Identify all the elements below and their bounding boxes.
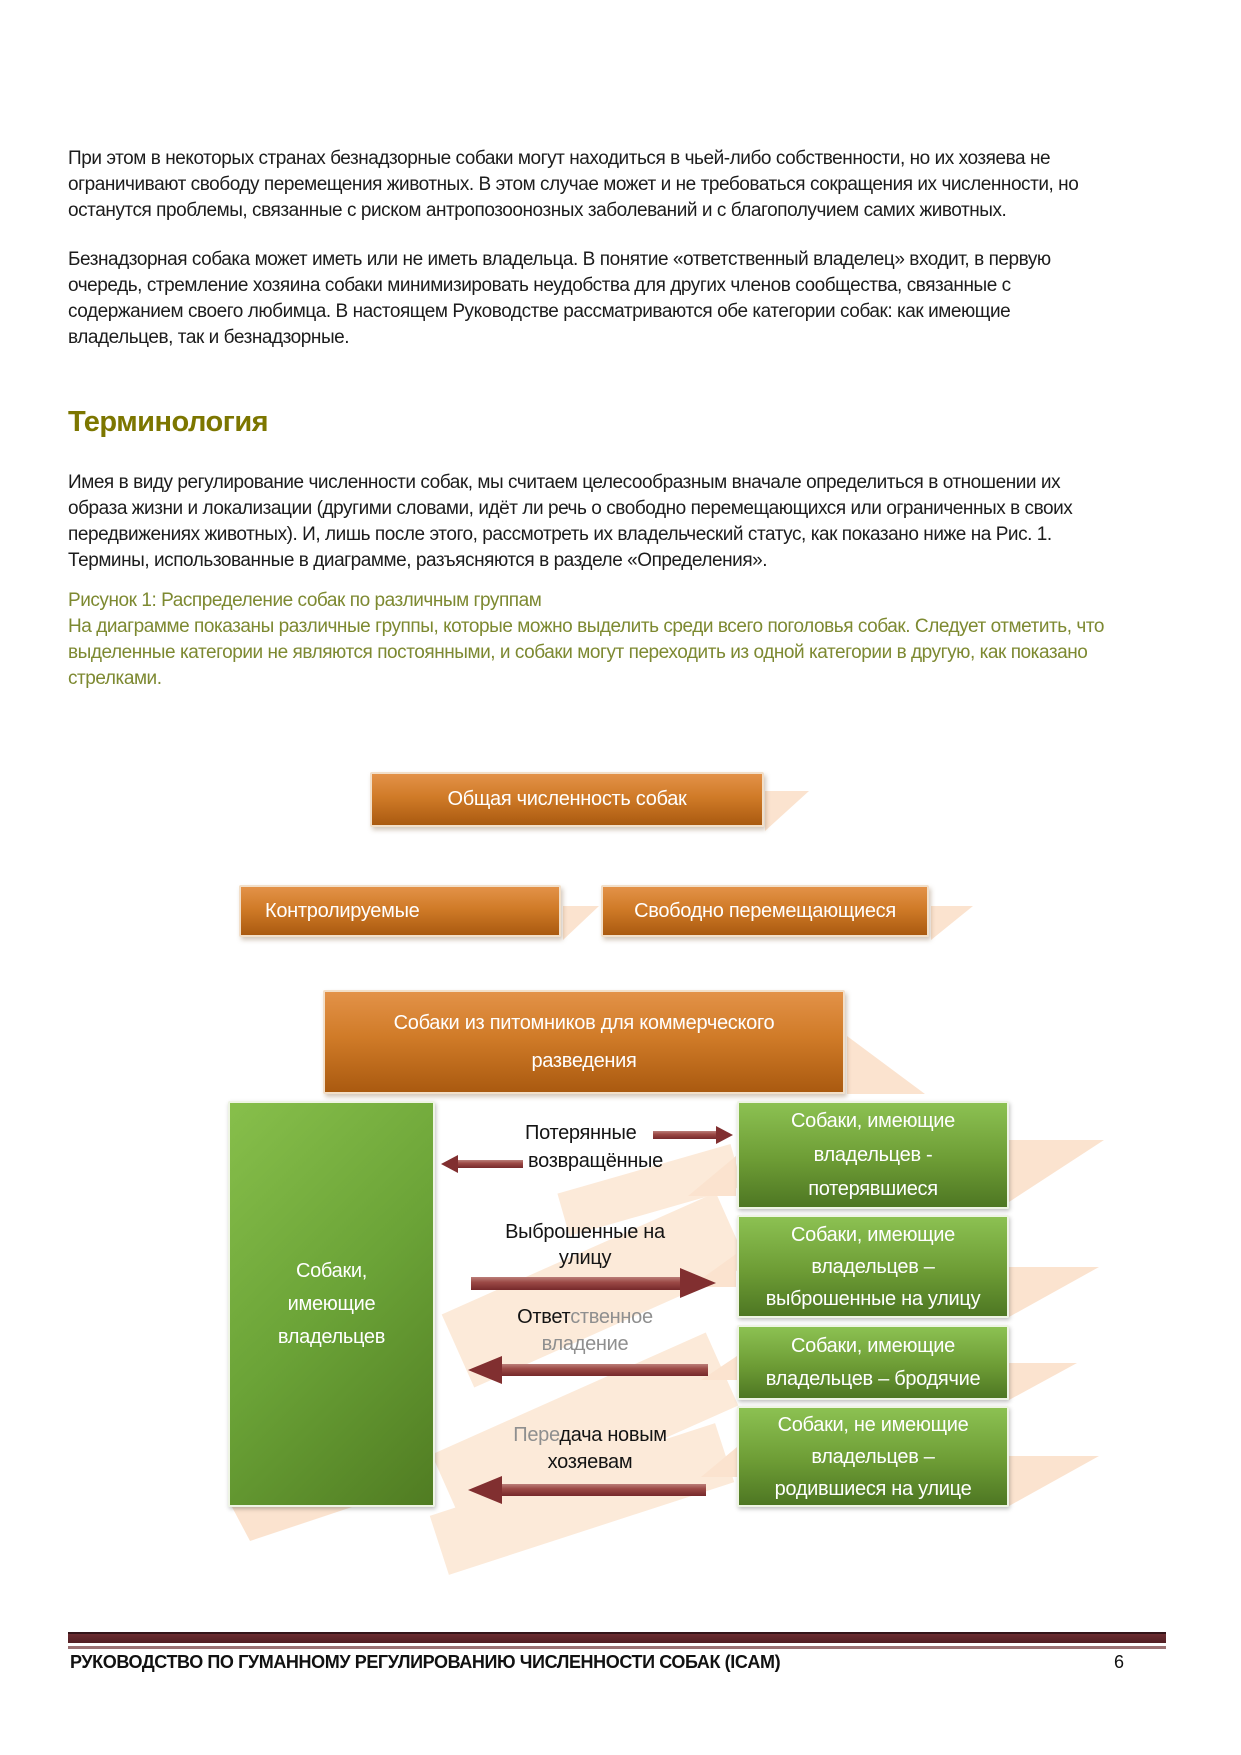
text-line: стрелками. <box>68 668 162 689</box>
flow-label-text: Ответ <box>517 1306 571 1328</box>
diagram-box-label: потерявшиеся <box>808 1178 938 1200</box>
diagram-box-commercial-breeders <box>323 990 845 1094</box>
flow-label-rehoming <box>475 1424 705 1474</box>
diagram-box-label: Собаки, не имеющие <box>777 1413 969 1436</box>
footer-rule-thin <box>68 1646 1166 1649</box>
arrow-head <box>468 1476 502 1504</box>
flow-arrow-right-icon <box>471 1268 716 1298</box>
diagram-box-owned-dogs <box>228 1101 435 1507</box>
diagram-box-label: владельцев - <box>813 1144 933 1166</box>
flow-label-text: владение <box>541 1333 629 1355</box>
flow-arrow-left-icon <box>441 1155 523 1173</box>
flow-label-text <box>475 1424 705 1447</box>
diagram-box-label: выброшенные на улицу <box>765 1287 981 1310</box>
background-arrow-shape <box>563 906 599 940</box>
arrow-head <box>468 1356 502 1384</box>
text-line: образа жизни и локализации (другими словами, идёт ли речь о свободно перемещающихся или ограниченных в своих <box>68 498 1073 519</box>
diagram-box-total-population <box>370 772 764 827</box>
footer-rule <box>68 1632 1166 1643</box>
flow-label-text: Пере <box>513 1424 560 1446</box>
background-arrow-shape <box>1009 1363 1077 1400</box>
diagram-box-owned-abandoned <box>737 1215 1009 1318</box>
arrow-bar <box>653 1131 716 1139</box>
diagram-box-free-roaming <box>601 885 929 937</box>
background-arrow-shape <box>847 1036 925 1094</box>
text-line: содержанием своего любимца. В настоящем Руководстве рассматриваются обе категории собак: как имеющие <box>68 301 1011 322</box>
background-arrow-shape <box>232 1507 352 1541</box>
text-line: выделенные категории не являются постоянными, и собаки могут переходить из одной категории в другую, как показано <box>68 642 1088 663</box>
diagram-box-label: Собаки, <box>295 1259 368 1282</box>
diagram-box-owned-roaming <box>737 1325 1009 1400</box>
flow-label-text: дача новым <box>559 1424 667 1446</box>
flow-label-text: Потерянные <box>525 1122 637 1144</box>
background-arrow-shape <box>931 906 973 940</box>
diagram-box-unowned-street-born <box>737 1406 1009 1507</box>
diagram-box-label: владельцев – бродячие <box>765 1367 981 1390</box>
flow-label-text: улицу <box>558 1247 612 1269</box>
diagram-box-label: Контролируемые <box>265 899 420 922</box>
flow-arrow-left-icon <box>468 1476 706 1504</box>
flow-arrow-right-icon <box>653 1126 733 1144</box>
flow-label-responsible-ownership <box>470 1306 700 1356</box>
diagram-box-label: Собаки, имеющие <box>790 1110 956 1132</box>
flow-label-lost <box>525 1122 636 1145</box>
diagram-box-label: родившиеся на улице <box>774 1477 972 1500</box>
diagram-box-label: имеющие <box>287 1292 376 1315</box>
flow-arrow-left-icon <box>468 1356 708 1384</box>
arrow-bar <box>502 1484 706 1496</box>
section-heading: Терминология <box>68 406 269 438</box>
text-line: Имея в виду регулирование численности собак, мы считаем целесообразным вначале определиться в отношении их <box>68 472 1061 493</box>
diagram-box-label: Собаки, имеющие <box>790 1334 956 1357</box>
diagram-box-label: владельцев – <box>811 1255 935 1278</box>
diagram-box-label: владельцев – <box>811 1445 935 1468</box>
background-arrow-shape <box>1009 1456 1099 1506</box>
diagram-box-owned-lost <box>737 1101 1009 1209</box>
text-line: На диаграмме показаны различные группы, которые можно выделить среди всего поголовья собак. Следует отметить, что <box>68 616 1105 637</box>
flow-label-returned <box>528 1150 663 1173</box>
text-line: Безнадзорная собака может иметь или не иметь владельца. В понятие «ответственный владелец» входит, в первую <box>68 249 1051 270</box>
text-line: передвижениях животных). И, лишь после этого, рассмотреть их владельческий статус, как показано ниже на Рис. 1. <box>68 524 1052 545</box>
text-line: ограничивают свободу перемещения животных. В этом случае может и не требоваться сокращения их численности, но <box>68 174 1079 195</box>
diagram-box-label: Общая численность собак <box>447 788 687 810</box>
text-line: Рисунок 1: Распределение собак по различным группам <box>68 590 542 611</box>
arrow-head <box>441 1155 458 1173</box>
diagram-box-label: разведения <box>531 1050 637 1072</box>
text-line: владельцев, так и безнадзорные. <box>68 327 350 348</box>
background-arrow-shape <box>765 791 809 831</box>
text-line: очередь, стремление хозяина собаки минимизировать неудобства для других членов сообщества, связанные с <box>68 275 1011 296</box>
diagram-box-label: владельцев <box>277 1325 386 1348</box>
text-line: останутся проблемы, связанные с риском антропозоонозных заболеваний и с благополучием самих животных. <box>68 200 1007 221</box>
diagram-box-label: Свободно перемещающиеся <box>634 899 896 922</box>
text-line: При этом в некоторых странах безнадзорные собаки могут находиться в чьей-либо собственности, но их хозяева не <box>68 148 1051 169</box>
diagram-box-controlled <box>239 885 561 937</box>
arrow-bar <box>502 1364 708 1376</box>
footer-title: РУКОВОДСТВО ПО ГУМАННОМУ РЕГУЛИРОВАНИЮ ЧИСЛЕННОСТИ СОБАК (ICAM) <box>70 1652 781 1672</box>
flow-label-abandoned <box>470 1221 700 1270</box>
arrow-bar <box>458 1160 523 1168</box>
text-line: Термины, использованные в диаграмме, разъясняются в разделе «Определения». <box>68 550 768 571</box>
flow-label-text: возвращённые <box>528 1150 663 1172</box>
flow-label-text: ственное <box>570 1306 653 1328</box>
arrow-head <box>716 1126 733 1144</box>
flow-label-text: хозяевам <box>547 1451 633 1473</box>
flow-label-text: Выброшенные на <box>505 1221 665 1243</box>
diagram-box-label: Собаки, имеющие <box>790 1223 956 1246</box>
diagram-box-label: Собаки из питомников для коммерческого <box>393 1012 775 1034</box>
page-number: 6 <box>1114 1652 1125 1672</box>
arrow-head <box>680 1268 716 1298</box>
arrow-bar <box>471 1277 680 1290</box>
background-arrow-shape <box>1009 1267 1099 1317</box>
flow-label-text <box>470 1306 700 1329</box>
background-arrow-shape <box>1009 1140 1104 1202</box>
